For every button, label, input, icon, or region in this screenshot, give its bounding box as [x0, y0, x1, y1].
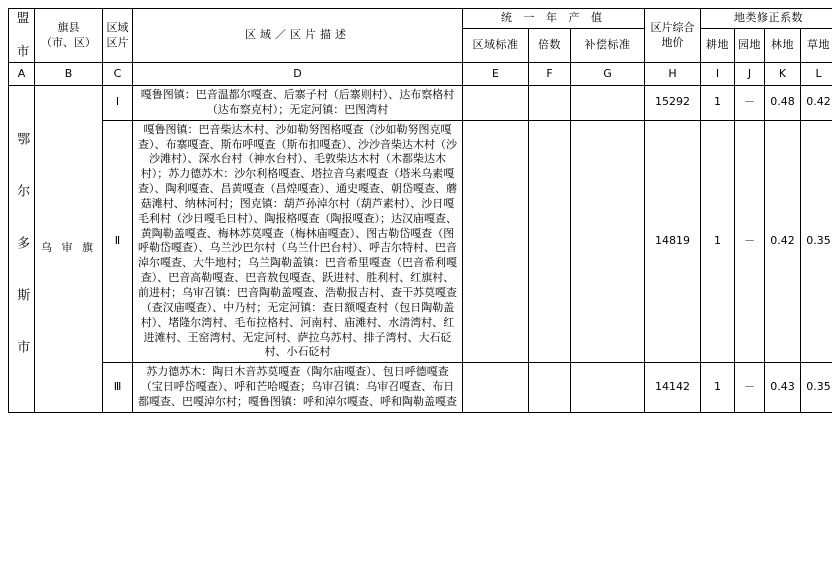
- header-comprehensive-price-line2: 地价: [662, 36, 684, 49]
- header-zone: [103, 9, 133, 63]
- comprehensive-price-cell: 15292: [645, 86, 701, 121]
- letter-k: K: [765, 63, 801, 86]
- table-header: [9, 9, 832, 86]
- header-comprehensive-price: [645, 9, 701, 63]
- header-zone-line1: 区域: [107, 21, 129, 34]
- header-grass: 草地: [801, 28, 832, 62]
- land-price-table: [8, 8, 832, 413]
- comprehensive-price-cell: 14819: [645, 120, 701, 363]
- area-standard-cell: [463, 120, 529, 363]
- letter-a: A: [9, 63, 35, 86]
- header-multiple: 倍数: [529, 28, 571, 62]
- city-label: 鄂 尔 多 斯 市: [13, 132, 31, 365]
- garden-coeff-cell: －: [735, 363, 765, 413]
- letter-l: L: [801, 63, 832, 86]
- grass-coeff-cell: 0.35: [801, 120, 832, 363]
- zone-cell: Ⅰ: [103, 86, 133, 121]
- header-area-standard: 区域标准: [463, 28, 529, 62]
- area-standard-cell: [463, 363, 529, 413]
- letter-e: E: [463, 63, 529, 86]
- header-row-1: [9, 9, 832, 29]
- header-garden: 园地: [735, 28, 765, 62]
- forest-coeff-cell: 0.43: [765, 363, 801, 413]
- table-row: [9, 86, 832, 121]
- forest-coeff-cell: 0.48: [765, 86, 801, 121]
- letter-d: D: [133, 63, 463, 86]
- header-qixian-line1: 旗县: [58, 21, 80, 34]
- forest-coeff-cell: 0.42: [765, 120, 801, 363]
- table-body: [9, 86, 832, 413]
- header-zone-line2: 区片: [107, 36, 129, 49]
- grass-coeff-cell: 0.42: [801, 86, 832, 121]
- header-compensation-standard: 补偿标准: [571, 28, 645, 62]
- farmland-coeff-cell: 1: [701, 363, 735, 413]
- letter-c: C: [103, 63, 133, 86]
- multiple-cell: [529, 86, 571, 121]
- letter-f: F: [529, 63, 571, 86]
- header-comprehensive-price-line1: 区片综合: [651, 21, 695, 34]
- compensation-standard-cell: [571, 86, 645, 121]
- zone-description: 苏力德苏木：陶日木音苏莫嘎查（陶尔庙嘎查）、包日呼德嘎查（宝日呼岱嘎查）、呼和芒哈嘎查；乌审召镇：乌审召嘎查、布日都嘎查、巴嘎淖尔村；嘎鲁图镇：呼和淖尔嘎查、呼和陶勒盖嘎查: [133, 363, 463, 413]
- header-description: 区域／区片描述: [133, 9, 463, 63]
- header-forest: 林地: [765, 28, 801, 62]
- header-meng-shi: [9, 9, 35, 63]
- header-land-coefficients: 地类修正系数: [701, 9, 832, 29]
- zone-cell: Ⅱ: [103, 120, 133, 363]
- zone-description: 嘎鲁图镇：巴音温都尔嘎查、后寨子村（后寨则村）、达布察格村（达布察克村）；无定河镇：巴图湾村: [133, 86, 463, 121]
- multiple-cell: [529, 120, 571, 363]
- header-meng-shi-label: 盟 市: [13, 11, 30, 60]
- letter-h: H: [645, 63, 701, 86]
- header-farmland: 耕地: [701, 28, 735, 62]
- header-qixian: [35, 9, 103, 63]
- comprehensive-price-cell: 14142: [645, 363, 701, 413]
- header-unified-annual-output: 统 一 年 产 值: [463, 9, 645, 29]
- table-row: [9, 120, 832, 363]
- farmland-coeff-cell: 1: [701, 86, 735, 121]
- city-cell: [9, 86, 35, 413]
- letter-g: G: [571, 63, 645, 86]
- garden-coeff-cell: －: [735, 120, 765, 363]
- compensation-standard-cell: [571, 120, 645, 363]
- letter-j: J: [735, 63, 765, 86]
- header-qixian-line2: （市、区）: [41, 36, 96, 49]
- banner-cell: 乌 审 旗: [35, 86, 103, 413]
- garden-coeff-cell: －: [735, 86, 765, 121]
- letter-b: B: [35, 63, 103, 86]
- multiple-cell: [529, 363, 571, 413]
- column-letter-row: [9, 63, 832, 86]
- letter-i: I: [701, 63, 735, 86]
- area-standard-cell: [463, 86, 529, 121]
- table-row: [9, 363, 832, 413]
- document-page: [0, 8, 832, 576]
- compensation-standard-cell: [571, 363, 645, 413]
- farmland-coeff-cell: 1: [701, 120, 735, 363]
- zone-description: 嘎鲁图镇：巴音柴达木村、沙如勒努图格嘎查（沙如勒努图克嘎查）、布寨嘎查、斯布呼嘎查（斯布扣嘎查）、沙沙音柴达木村（沙沙滩村）、深水台村（神水台村）、毛敦柴达木村（木都柴达木村）；苏力德苏木：沙尔利格嘎查、塔拉音乌素嘎查（塔米乌素嘎查）、陶利嘎查、昌黄嘎查（昌煌嘎查）、通史嘎查、朝岱嘎查、蘑菇滩村、纳林河村；图克镇：葫芦孙淖尔村（葫芦素村）、沙日嘎毛利村（沙日嘎毛日村）、陶报格嘎查（陶报嘎查）；达汉庙嘎查、黄陶勒盖嘎查、梅林苏莫嘎查（梅林庙嘎查）、图古勒岱嘎查（图呼勒岱嘎查）、乌兰沙巴尔村（乌兰什巴台村）、呼吉尔特村、巴音淖尔嘎查、大牛地村；乌兰陶勒盖镇：巴音希里嘎查（巴音希利嘎查）、巴音高勒嘎查、巴音敖包嘎查、跃进村、胜利村、红旗村、前进村；乌审召镇：巴音陶勒盖嘎查、浩勒报吉村、查干苏莫嘎查（查汉庙嘎查）、中乃村；无定河镇：查日额嘎查村（包日陶勒盖村）、堵隆尔湾村、毛布拉格村、河南村、庙滩村、水清湾村、红进滩村、王窑湾村、无定河村、萨拉乌苏村、排子湾村、大石砭村、小石砭村: [133, 120, 463, 363]
- zone-cell: Ⅲ: [103, 363, 133, 413]
- grass-coeff-cell: 0.35: [801, 363, 832, 413]
